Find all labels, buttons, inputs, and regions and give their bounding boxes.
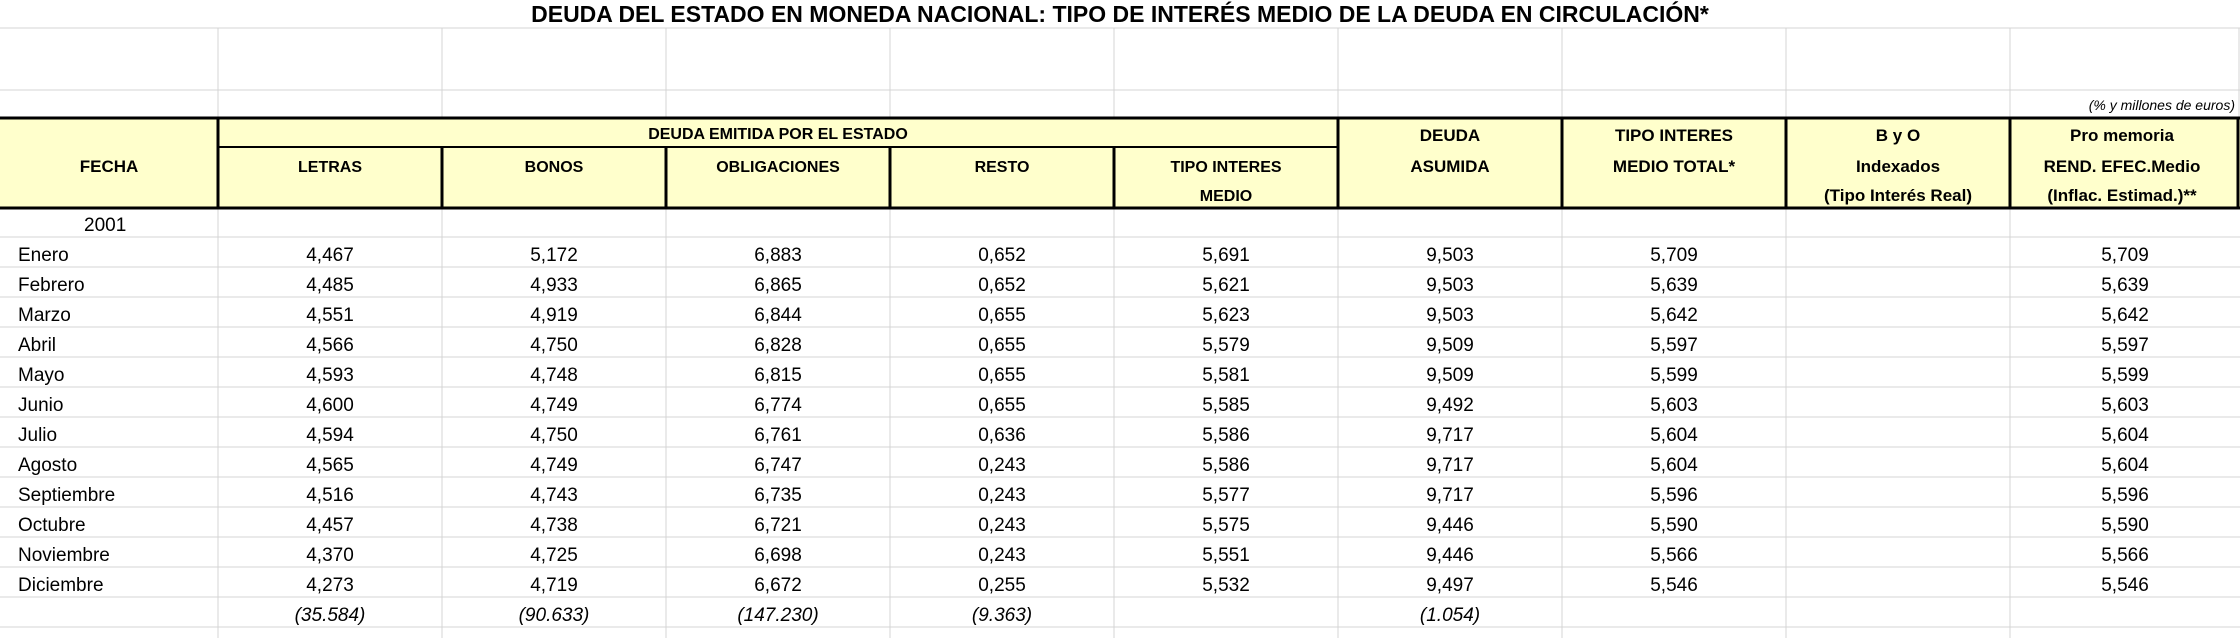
cell-resto: 0,243	[978, 455, 1026, 476]
cell-bonos: 4,725	[530, 545, 578, 566]
header-group-deuda-emitida: DEUDA EMITIDA POR EL ESTADO	[648, 126, 908, 143]
footer-asumida: (1.054)	[1419, 605, 1481, 626]
cell-memo: 5,604	[2101, 425, 2149, 446]
cell-oblig: 6,672	[754, 575, 802, 596]
header-memo-line1: Pro memoria	[2070, 126, 2174, 145]
cell-bonos: 4,743	[530, 485, 578, 506]
year-label: 2001	[84, 215, 127, 236]
cell-memo: 5,603	[2101, 395, 2149, 416]
cell-letras: 4,565	[306, 455, 354, 476]
cell-tipo: 5,586	[1202, 425, 1250, 446]
cell-bonos: 4,748	[530, 365, 578, 386]
cell-total: 5,599	[1650, 365, 1698, 386]
cell-total: 5,596	[1650, 485, 1698, 506]
cell-letras: 4,273	[306, 575, 354, 596]
cell-memo: 5,599	[2101, 365, 2149, 386]
footer-resto: (9.363)	[971, 605, 1033, 626]
row-month: Mayo	[18, 365, 65, 386]
cell-tipo: 5,579	[1202, 335, 1250, 356]
cell-oblig: 6,828	[754, 335, 802, 356]
footer-letras: (35.584)	[294, 605, 366, 626]
cell-bonos: 4,933	[530, 275, 578, 296]
cell-bonos: 4,749	[530, 455, 578, 476]
header-byo-line1: B y O	[1875, 126, 1921, 145]
cell-total: 5,709	[1650, 245, 1698, 266]
header-obligaciones: OBLIGACIONES	[716, 159, 840, 176]
cell-resto: 0,652	[978, 275, 1026, 296]
row-month: Octubre	[18, 515, 86, 536]
cell-letras: 4,485	[306, 275, 354, 296]
cell-oblig: 6,698	[754, 545, 802, 566]
cell-letras: 4,594	[306, 425, 354, 446]
cell-resto: 0,655	[978, 305, 1026, 326]
cell-resto: 0,655	[978, 335, 1026, 356]
cell-letras: 4,593	[306, 365, 354, 386]
cell-total: 5,566	[1650, 545, 1698, 566]
cell-letras: 4,457	[306, 515, 354, 536]
cell-total: 5,604	[1650, 425, 1698, 446]
cell-resto: 0,655	[978, 395, 1026, 416]
header-resto: RESTO	[974, 159, 1030, 176]
cell-bonos: 4,750	[530, 335, 578, 356]
cell-total: 5,590	[1650, 515, 1698, 536]
cell-memo: 5,590	[2101, 515, 2149, 536]
cell-resto: 0,636	[978, 425, 1026, 446]
row-month: Enero	[18, 245, 69, 266]
cell-tipo: 5,577	[1202, 485, 1250, 506]
cell-tipo: 5,551	[1202, 545, 1250, 566]
units-note: (% y millones de euros)	[2088, 97, 2235, 113]
cell-memo: 5,546	[2101, 575, 2149, 596]
row-month: Junio	[18, 395, 64, 416]
cell-bonos: 4,719	[530, 575, 578, 596]
cell-asumida: 9,717	[1426, 425, 1474, 446]
cell-memo: 5,596	[2101, 485, 2149, 506]
cell-asumida: 9,717	[1426, 485, 1474, 506]
row-month: Abril	[18, 335, 57, 356]
cell-oblig: 6,774	[754, 395, 802, 416]
row-month: Marzo	[18, 305, 71, 326]
cell-asumida: 9,509	[1426, 365, 1474, 386]
header-tipo-total-line1: TIPO INTERES	[1614, 126, 1734, 145]
header-tipo-interes-medio-line1: TIPO INTERES	[1170, 159, 1282, 176]
header-tipo-total-line2: MEDIO TOTAL*	[1612, 157, 1736, 176]
cell-tipo: 5,586	[1202, 455, 1250, 476]
header-byo-line2: Indexados	[1855, 157, 1941, 176]
cell-bonos: 4,738	[530, 515, 578, 536]
cell-tipo: 5,575	[1202, 515, 1250, 536]
cell-memo: 5,604	[2101, 455, 2149, 476]
cell-asumida: 9,717	[1426, 455, 1474, 476]
cell-asumida: 9,503	[1426, 245, 1474, 266]
cell-bonos: 4,750	[530, 425, 578, 446]
header-byo-line3: (Tipo Interés Real)	[1824, 186, 1972, 205]
cell-memo: 5,642	[2101, 305, 2149, 326]
cell-letras: 4,516	[306, 485, 354, 506]
header-letras: LETRAS	[298, 159, 362, 176]
footer-bonos: (90.633)	[518, 605, 590, 626]
cell-bonos: 4,749	[530, 395, 578, 416]
cell-resto: 0,243	[978, 515, 1026, 536]
cell-oblig: 6,721	[754, 515, 802, 536]
cell-bonos: 5,172	[530, 245, 578, 266]
cell-total: 5,546	[1650, 575, 1698, 596]
cell-asumida: 9,503	[1426, 275, 1474, 296]
cell-resto: 0,652	[978, 245, 1026, 266]
cell-tipo: 5,532	[1202, 575, 1250, 596]
cell-oblig: 6,844	[754, 305, 802, 326]
cell-resto: 0,255	[978, 575, 1026, 596]
cell-oblig: 6,761	[754, 425, 802, 446]
cell-resto: 0,655	[978, 365, 1026, 386]
cell-oblig: 6,815	[754, 365, 802, 386]
cell-letras: 4,551	[306, 305, 354, 326]
header-fecha: FECHA	[79, 157, 139, 176]
cell-oblig: 6,735	[754, 485, 802, 506]
cell-total: 5,604	[1650, 455, 1698, 476]
cell-total: 5,597	[1650, 335, 1698, 356]
cell-tipo: 5,621	[1202, 275, 1250, 296]
cell-asumida: 9,509	[1426, 335, 1474, 356]
row-month: Septiembre	[18, 485, 116, 506]
row-month: Julio	[18, 425, 58, 446]
cell-resto: 0,243	[978, 545, 1026, 566]
header-bonos: BONOS	[524, 159, 584, 176]
cell-tipo: 5,623	[1202, 305, 1250, 326]
cell-total: 5,639	[1650, 275, 1698, 296]
row-month: Agosto	[18, 455, 78, 476]
cell-tipo: 5,691	[1202, 245, 1250, 266]
sheet-title: DEUDA DEL ESTADO EN MONEDA NACIONAL: TIPO DE INTERÉS MEDIO DE LA DEUDA EN CIRCULACIÓN*	[531, 1, 1709, 27]
cell-asumida: 9,446	[1426, 515, 1474, 536]
cell-tipo: 5,585	[1202, 395, 1250, 416]
cell-letras: 4,600	[306, 395, 354, 416]
cell-tipo: 5,581	[1202, 365, 1250, 386]
header-deuda-asumida-line1: DEUDA	[1419, 126, 1481, 145]
cell-letras: 4,566	[306, 335, 354, 356]
cell-oblig: 6,747	[754, 455, 802, 476]
header-tipo-interes-medio-line2: MEDIO	[1199, 188, 1253, 205]
cell-asumida: 9,503	[1426, 305, 1474, 326]
cell-memo: 5,709	[2101, 245, 2149, 266]
cell-oblig: 6,865	[754, 275, 802, 296]
cell-total: 5,603	[1650, 395, 1698, 416]
cell-resto: 0,243	[978, 485, 1026, 506]
cell-memo: 5,566	[2101, 545, 2149, 566]
cell-bonos: 4,919	[530, 305, 578, 326]
cell-letras: 4,467	[306, 245, 354, 266]
row-month: Noviembre	[18, 545, 110, 566]
header-memo-line3: (Inflac. Estimad.)**	[2047, 186, 2197, 205]
header-deuda-asumida-line2: ASUMIDA	[1410, 157, 1490, 176]
header-memo-line2: REND. EFEC.Medio	[2043, 157, 2201, 176]
footer-oblig: (147.230)	[737, 605, 819, 626]
cell-letras: 4,370	[306, 545, 354, 566]
cell-asumida: 9,492	[1426, 395, 1474, 416]
row-month: Diciembre	[18, 575, 104, 596]
cell-asumida: 9,497	[1426, 575, 1474, 596]
cell-memo: 5,639	[2101, 275, 2149, 296]
cell-oblig: 6,883	[754, 245, 802, 266]
cell-asumida: 9,446	[1426, 545, 1474, 566]
row-month: Febrero	[18, 275, 85, 296]
cell-memo: 5,597	[2101, 335, 2149, 356]
cell-total: 5,642	[1650, 305, 1698, 326]
